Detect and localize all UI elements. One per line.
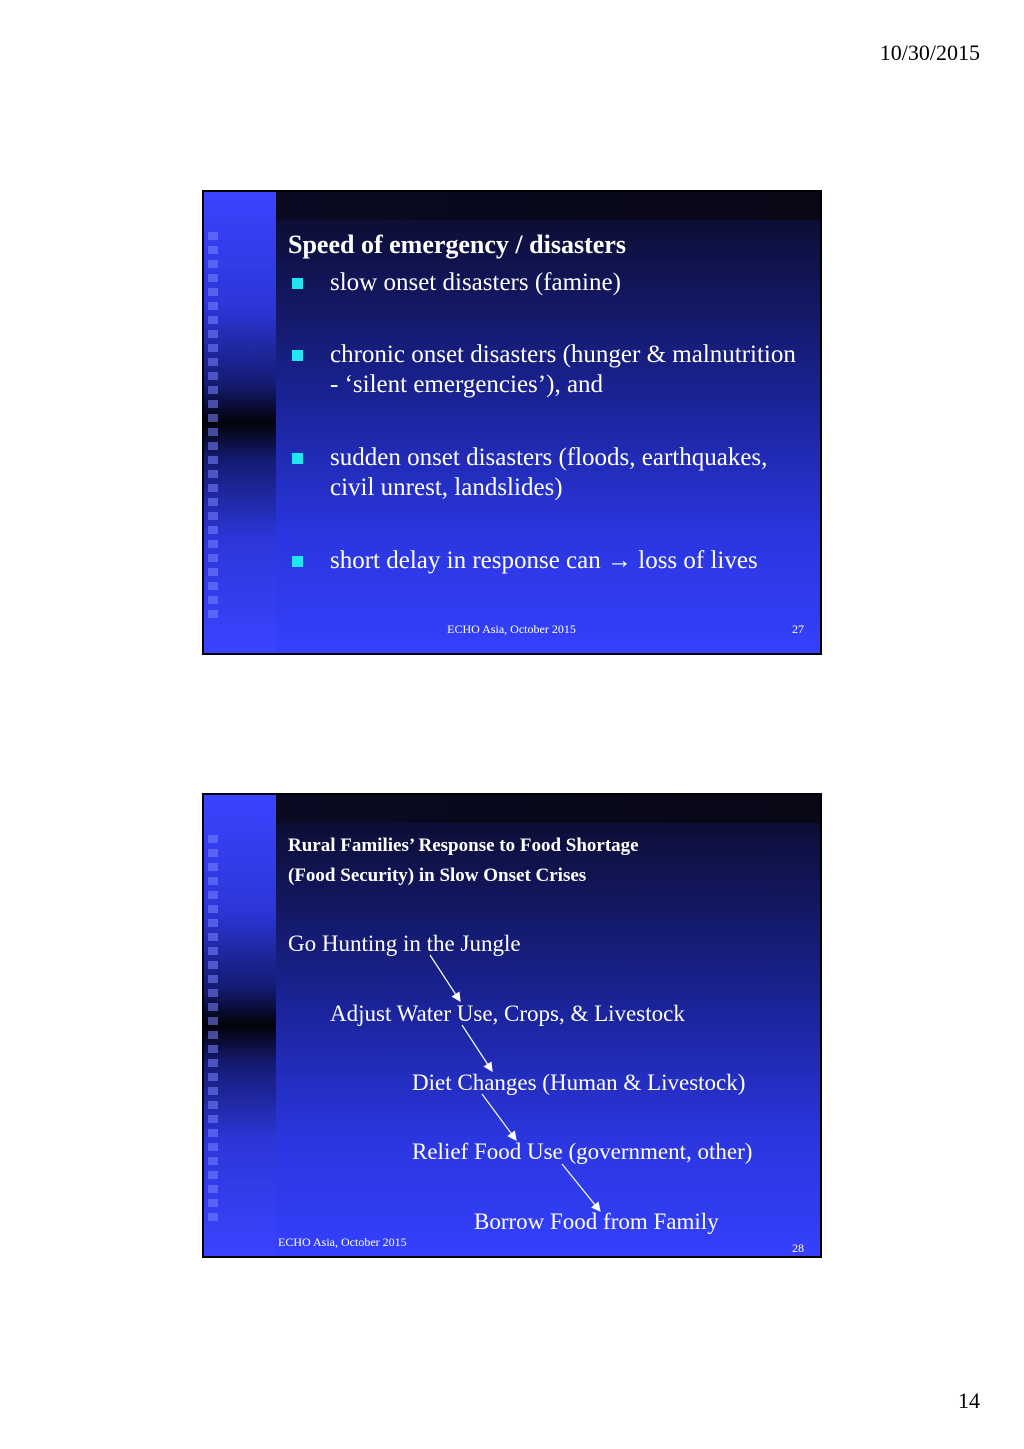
slide-top-band (204, 192, 820, 220)
square-bullet-icon (292, 556, 303, 567)
slide-number: 28 (792, 1241, 804, 1255)
slide-title-line-1: Rural Families’ Response to Food Shortage (288, 835, 639, 856)
square-bullet-icon (292, 350, 303, 361)
bullet-item: sudden onset disasters (floods, earthquakes, civil unrest, landslides) (292, 443, 802, 503)
page-date: 10/30/2015 (879, 40, 980, 65)
slide-title-line-2: (Food Security) in Slow Onset Crises (288, 865, 587, 886)
arrow-icon (430, 955, 460, 1001)
slide-footer: ECHO Asia, October 2015 (447, 622, 576, 636)
slide-28 (202, 793, 822, 1258)
slide-27 (202, 190, 822, 655)
arrow-icon (562, 1164, 600, 1211)
bullet-item: slow onset disasters (famine) (292, 268, 802, 298)
flow-step: Diet Changes (Human & Livestock) (412, 1070, 746, 1095)
arrow-icon (482, 1094, 516, 1140)
slide-title: Speed of emergency / disasters (288, 230, 626, 259)
arrow-icon (462, 1025, 492, 1071)
flow-step: Adjust Water Use, Crops, & Livestock (330, 1001, 685, 1026)
square-bullet-icon (292, 453, 303, 464)
bullet-item: short delay in response can → loss of lives (292, 546, 802, 576)
slide-number: 27 (792, 622, 804, 636)
flow-step: Relief Food Use (government, other) (412, 1139, 753, 1164)
slide-footer: ECHO Asia, October 2015 (278, 1235, 407, 1249)
square-bullet-icon (292, 278, 303, 289)
bullet-item: chronic onset disasters (hunger & malnutrition - ‘silent emergencies’), and (292, 340, 802, 400)
flow-step: Borrow Food from Family (474, 1209, 719, 1234)
slide-decor-squares (208, 232, 218, 622)
flow-step: Go Hunting in the Jungle (288, 931, 521, 956)
page-number: 14 (958, 1388, 980, 1413)
